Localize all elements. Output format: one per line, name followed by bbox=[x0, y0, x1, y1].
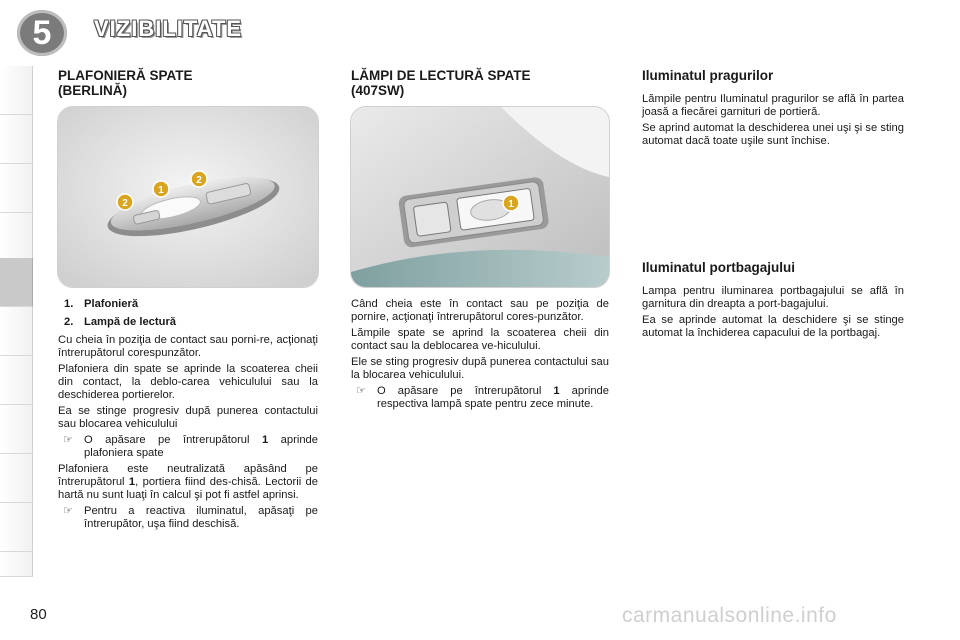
paragraph: Cu cheia în poziţia de contact sau porni-re, acţionaţi întrerupătorul corespunzător. bbox=[58, 334, 318, 359]
paragraph: Plafoniera din spate se aprinde la scoaterea cheii din contact, la deblo-carea vehiculului sau la deschiderea portierelor. bbox=[58, 363, 318, 401]
column-boot-lighting-text bbox=[642, 285, 904, 343]
pointing-hand-icon: ☞ bbox=[356, 385, 366, 397]
chapter-tab-10[interactable] bbox=[0, 503, 33, 552]
chapter-tab-8[interactable] bbox=[0, 405, 33, 454]
section-heading-door-sill-lighting: Iluminatul pragurilor bbox=[642, 68, 774, 83]
rear-ceiling-light-photo bbox=[57, 106, 319, 288]
column-door-sill-lighting-text bbox=[642, 93, 904, 151]
paragraph: Se aprind automat la deschiderea unei uşi şi se sting automat dacă toate uşile sunt închise. bbox=[642, 122, 904, 147]
section-heading-rear-ceiling-light: PLAFONIERĂ SPATE (BERLINĂ) bbox=[58, 68, 193, 98]
list-item: 1. Plafonieră bbox=[64, 298, 139, 310]
paragraph: Lampa pentru iluminarea portbagajului se află în garnitura din dreapta a port-bagajului. bbox=[642, 285, 904, 310]
section-heading-rear-reading-lamps: LĂMPI DE LECTURĂ SPATE (407SW) bbox=[351, 68, 531, 98]
chapter-tab-9[interactable] bbox=[0, 454, 33, 503]
callout-2-left: 2 bbox=[122, 198, 128, 209]
chapter-tab-1[interactable] bbox=[0, 66, 33, 115]
chapter-tab-3[interactable] bbox=[0, 164, 33, 213]
list-item: 2. Lampă de lectură bbox=[64, 316, 177, 328]
paragraph: Lămpile spate se aprind la scoaterea cheii din contact sau la deblocarea ve-hiculului. bbox=[351, 327, 609, 352]
paragraph: Ea se stinge progresiv după punerea contactului sau blocarea vehiculului bbox=[58, 405, 318, 430]
column-rear-reading-lamps-text bbox=[351, 298, 609, 414]
callout-1: 1 bbox=[158, 185, 164, 196]
paragraph: Plafoniera este neutralizată apăsând pe întrerupătorul 1, portiera fiind des-chisă. Lectorii de hartă nu sunt luaţi în calcul şi pot fi astfel aprinsi. bbox=[58, 463, 318, 501]
bullet-item: ☞ O apăsare pe întrerupătorul 1 aprinde respectiva lampă spate pentru zece minute. bbox=[356, 385, 609, 410]
callout-1: 1 bbox=[508, 199, 514, 210]
rear-reading-lamp-photo bbox=[350, 106, 610, 288]
bullet-item: ☞ O apăsare pe întrerupătorul 1 aprinde plafoniera spate bbox=[63, 434, 318, 459]
column-rear-ceiling-light-text bbox=[58, 298, 318, 534]
page-number: 80 bbox=[30, 606, 47, 623]
chapter-tab-4[interactable] bbox=[0, 213, 33, 262]
watermark: carmanualsonline.info bbox=[622, 604, 837, 627]
bullet-item: ☞ Pentru a reactiva iluminatul, apăsaţi pe întrerupător, uşa fiind deschisă. bbox=[63, 505, 318, 530]
chapter-tab-5-active[interactable] bbox=[0, 258, 33, 307]
chapter-tab-6[interactable] bbox=[0, 307, 33, 356]
callout-markers bbox=[503, 195, 519, 211]
paragraph: Ele se sting progresiv după punerea contactului sau la blocarea vehiculului. bbox=[351, 356, 609, 381]
chapter-tab-11[interactable] bbox=[0, 552, 33, 577]
chapter-tab-7[interactable] bbox=[0, 356, 33, 405]
paragraph: Ea se aprinde automat la deschidere şi se stinge automat la închiderea capacului de la portbagaj. bbox=[642, 314, 904, 339]
paragraph: Când cheia este în contact sau pe poziţia de pornire, acţionaţi întrerupătorul cores-punzător. bbox=[351, 298, 609, 323]
section-heading-boot-lighting: Iluminatul portbagajului bbox=[642, 260, 795, 275]
pointing-hand-icon: ☞ bbox=[63, 505, 73, 517]
chapter-tab-2[interactable] bbox=[0, 115, 33, 164]
chapter-number-badge: 5 bbox=[17, 10, 67, 56]
chapter-title: VIZIBILITATE bbox=[94, 16, 243, 41]
callout-2-right: 2 bbox=[196, 175, 202, 186]
paragraph: Lămpile pentru Iluminatul pragurilor se află în partea joasă a fiecărei garnituri de portieră. bbox=[642, 93, 904, 118]
pointing-hand-icon: ☞ bbox=[63, 434, 73, 446]
